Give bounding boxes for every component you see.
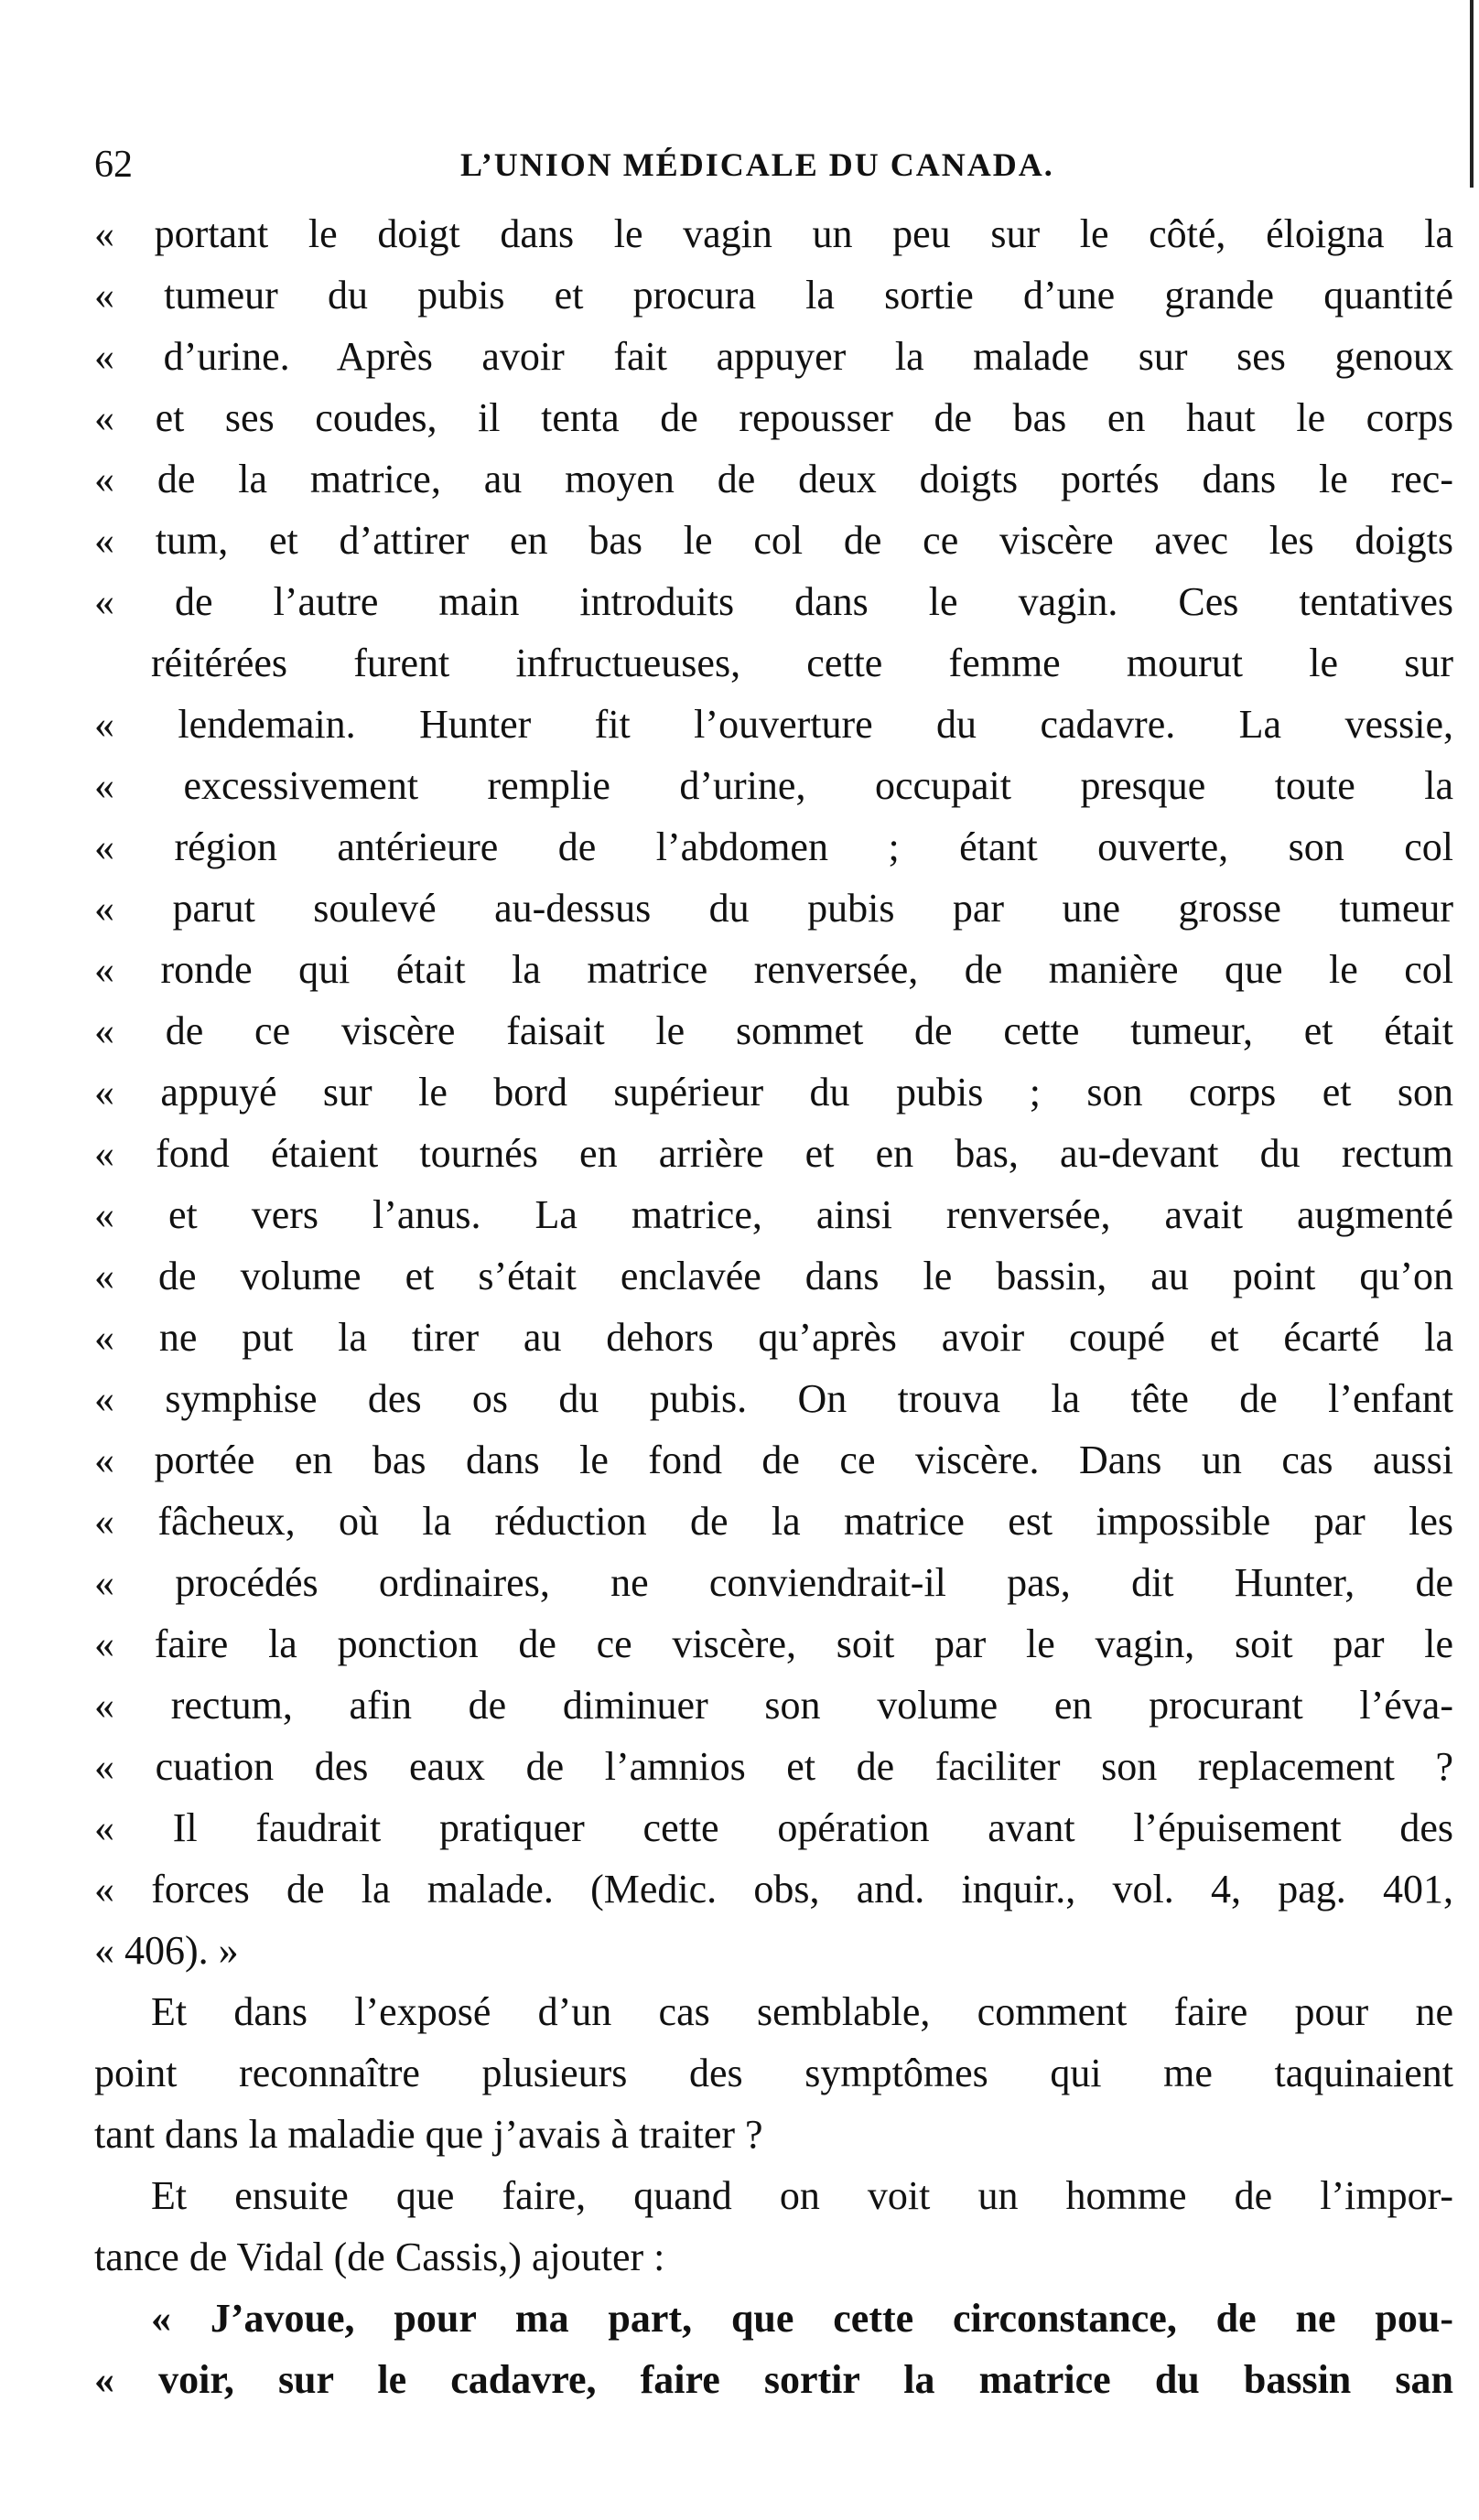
text-line: « excessivement remplie d’urine, occupait presque toute la: [94, 763, 1453, 808]
text-line: « parut soulevé au-dessus du pubis par une grosse tumeur: [94, 886, 1453, 931]
page-number: 62: [94, 144, 133, 186]
text-line: « ne put la tirer au dehors qu’après avoir coupé et écarté la: [94, 1315, 1453, 1360]
text-line: « de l’autre main introduits dans le vagin. Ces tentatives: [94, 579, 1453, 624]
text-line: Et dans l’exposé d’un cas semblable, comment faire pour ne: [151, 1989, 1453, 2034]
text-line: « tum, et d’attirer en bas le col de ce viscère avec les doigts: [94, 518, 1453, 563]
text-line: « 406). »: [94, 1928, 239, 1973]
text-line: « fond étaient tournés en arrière et en bas, au-devant du rectum: [94, 1131, 1453, 1176]
text-line: « d’urine. Après avoir fait appuyer la malade sur ses genoux: [94, 334, 1453, 379]
text-line: « de la matrice, au moyen de deux doigts portés dans le rec-: [94, 457, 1453, 501]
text-line: « et vers l’anus. La matrice, ainsi renversée, avait augmenté: [94, 1192, 1453, 1237]
text-line: point reconnaître plusieurs des symptômes qui me taquinaient: [94, 2051, 1453, 2095]
text-line: « appuyé sur le bord supérieur du pubis ; son corps et son: [94, 1070, 1453, 1115]
text-line: « et ses coudes, il tenta de repousser de bas en haut le corps: [94, 395, 1453, 440]
text-line: « tumeur du pubis et procura la sortie d’une grande quantité: [94, 273, 1453, 318]
text-line: « portée en bas dans le fond de ce viscère. Dans un cas aussi: [94, 1438, 1453, 1482]
text-line: « procédés ordinaires, ne conviendrait-il pas, dit Hunter, de: [94, 1560, 1453, 1605]
text-line: « de ce viscère faisait le sommet de cette tumeur, et était: [94, 1008, 1453, 1053]
text-line: « voir, sur le cadavre, faire sortir la matrice du bassin san: [94, 2357, 1453, 2402]
text-line: « de volume et s’était enclavée dans le bassin, au point qu’on: [94, 1254, 1453, 1298]
text-line: « symphise des os du pubis. On trouva la tête de l’enfant: [94, 1376, 1453, 1421]
text-line: « Il faudrait pratiquer cette opération avant l’épuisement des: [94, 1805, 1453, 1850]
text-line: « rectum, afin de diminuer son volume en procurant l’éva-: [94, 1683, 1453, 1728]
text-line: « lendemain. Hunter fit l’ouverture du cadavre. La vessie,: [94, 702, 1453, 747]
body-text: [94, 203, 1453, 2410]
text-line: Et ensuite que faire, quand on voit un homme de l’impor-: [151, 2173, 1453, 2218]
text-line: « portant le doigt dans le vagin un peu sur le côté, éloigna la: [94, 211, 1453, 256]
running-head: [94, 137, 1449, 192]
text-line: tant dans la maladie que j’avais à traiter ?: [94, 2112, 763, 2157]
text-line: « J’avoue, pour ma part, que cette circonstance, de ne pou-: [151, 2296, 1453, 2341]
text-line: « faire la ponction de ce viscère, soit par le vagin, soit par le: [94, 1621, 1453, 1666]
header-title: L’UNION MÉDICALE DU CANADA.: [460, 146, 1054, 183]
text-line: « ronde qui était la matrice renversée, de manière que le col: [94, 947, 1453, 992]
text-line: réitérées furent infructueuses, cette femme mourut le sur: [151, 641, 1453, 685]
text-line: tance de Vidal (de Cassis,) ajouter :: [94, 2235, 665, 2279]
text-line: « cuation des eaux de l’amnios et de faciliter son replacement ?: [94, 1744, 1453, 1789]
page-edge-rule: [1470, 0, 1474, 188]
text-line: « région antérieure de l’abdomen ; étant ouverte, son col: [94, 824, 1453, 869]
text-line: « fâcheux, où la réduction de la matrice est impossible par les: [94, 1499, 1453, 1544]
text-line: « forces de la malade. (Medic. obs, and. inquir., vol. 4, pag. 401,: [94, 1867, 1453, 1912]
